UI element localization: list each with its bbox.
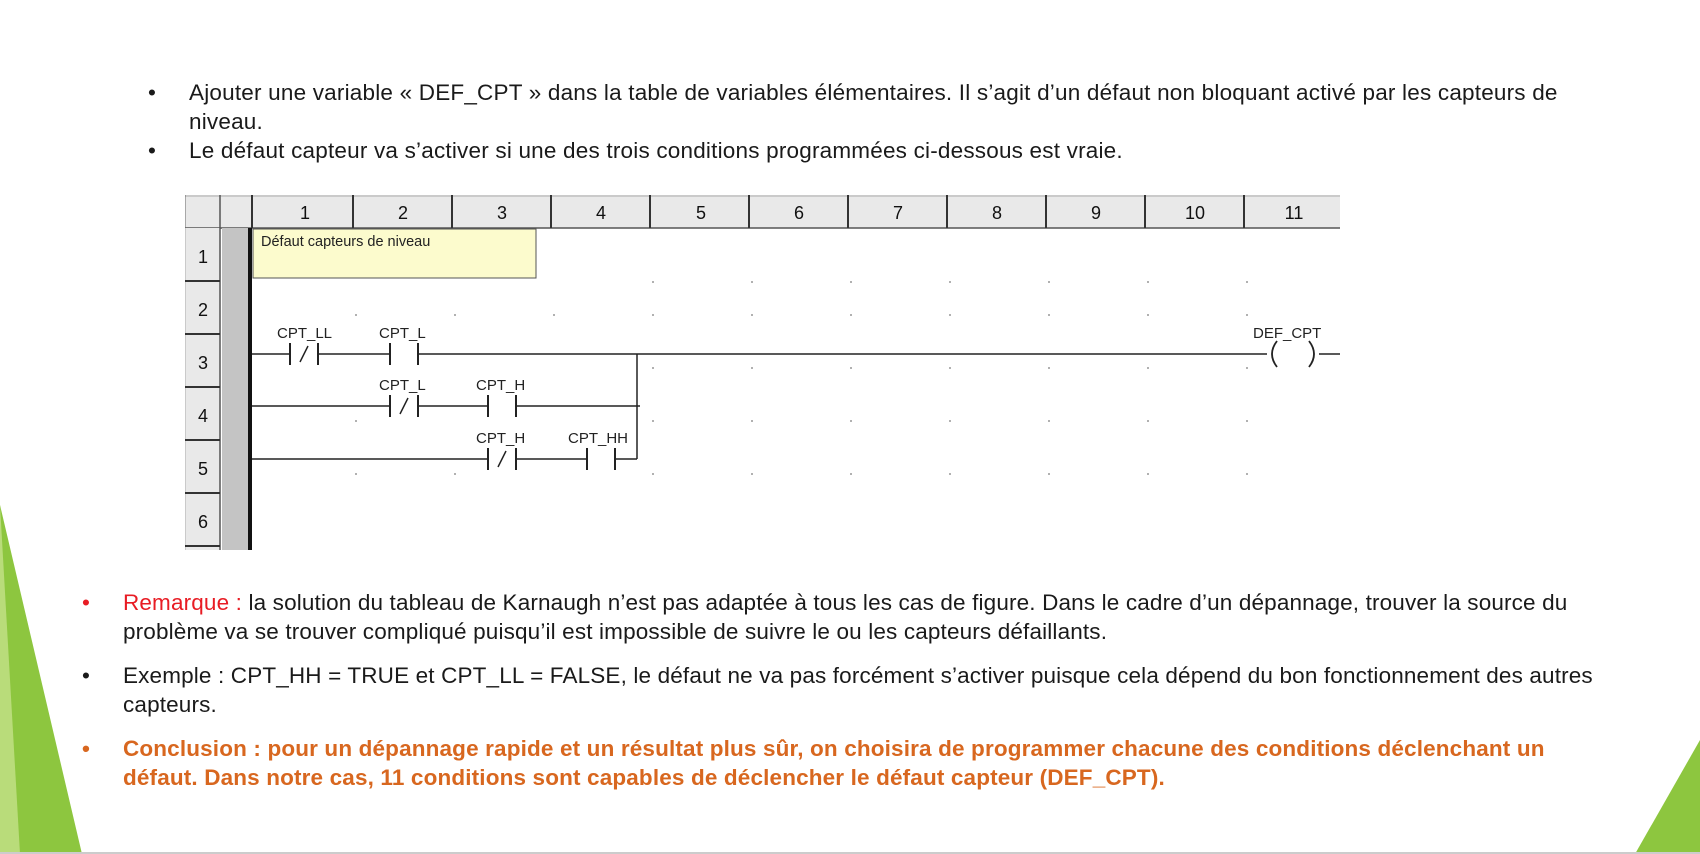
remark-label: Remarque : bbox=[123, 590, 243, 615]
contact-label: CPT_H bbox=[476, 377, 526, 394]
row-number: 5 bbox=[197, 459, 209, 479]
contact-label: CPT_L bbox=[379, 377, 426, 394]
example-text: Exemple : CPT_HH = TRUE et CPT_LL = FALSE, le défaut ne va pas forcément s’activer puisque cela dépend du bon fonctionnement des autres capteurs. bbox=[123, 663, 1593, 717]
row-number: 1 bbox=[197, 247, 209, 267]
column-header: 2 bbox=[397, 203, 409, 223]
column-header: 5 bbox=[695, 203, 707, 223]
bullet-text: Ajouter une variable « DEF_CPT » dans la table de variables élémentaires. Il s’agit d’un défaut non bloquant activé par les capteurs de niveau. bbox=[189, 80, 1558, 134]
remark-text: la solution du tableau de Karnaugh n’est pas adaptée à tous les cas de figure. Dans le cadre d’un dépannage, trouver la source du problème va se trouver compliqué puisqu’il est impossible de suivre le ou les capteurs défaillants. bbox=[123, 590, 1568, 644]
bullet-text: Le défaut capteur va s’activer si une des trois conditions programmées ci-dessous est vraie. bbox=[189, 138, 1123, 163]
bullet-conclusion bbox=[82, 734, 1622, 792]
row-number: 4 bbox=[197, 406, 209, 426]
bullet-dot: • bbox=[82, 663, 91, 688]
column-header: 4 bbox=[595, 203, 607, 223]
contact-cpt-h-nc bbox=[488, 448, 516, 470]
column-header: 10 bbox=[1184, 203, 1206, 223]
bullet-dot: • bbox=[148, 138, 157, 163]
ladder-row-gutter bbox=[185, 228, 220, 550]
bullet-sensor-fault bbox=[148, 136, 1568, 165]
left-power-rail-bg bbox=[222, 228, 252, 550]
column-header: 7 bbox=[892, 203, 904, 223]
coil-label: DEF_CPT bbox=[1253, 325, 1322, 342]
top-bullet-list bbox=[148, 78, 1568, 165]
row-number: 3 bbox=[197, 353, 209, 373]
right-green-triangle bbox=[1635, 740, 1700, 854]
column-header: 8 bbox=[991, 203, 1003, 223]
contact-label: CPT_LL bbox=[277, 325, 333, 342]
coil-def-cpt bbox=[1272, 341, 1314, 367]
contact-cpt-l-no bbox=[390, 343, 418, 365]
bottom-bullet-list bbox=[82, 588, 1622, 807]
bullet-dot: • bbox=[148, 80, 157, 105]
column-header: 6 bbox=[793, 203, 805, 223]
left-power-rail bbox=[248, 228, 252, 550]
bullet-dot: • bbox=[82, 590, 91, 615]
column-header: 9 bbox=[1090, 203, 1102, 223]
conclusion-text: Conclusion : pour un dépannage rapide et un résultat plus sûr, on choisira de programmer chacune des conditions déclenchant un défaut. Dans notre cas, 11 conditions sont capables de déclencher le défaut capteur (DEF_CPT). bbox=[123, 736, 1545, 790]
ladder-header-bar bbox=[185, 195, 1340, 228]
column-header: 1 bbox=[299, 203, 311, 223]
bullet-dot: • bbox=[82, 736, 91, 761]
contact-cpt-ll-nc bbox=[290, 343, 318, 365]
rung-wires bbox=[252, 354, 1340, 459]
contact-label: CPT_HH bbox=[568, 430, 629, 447]
column-header: 3 bbox=[496, 203, 508, 223]
bullet-example bbox=[82, 661, 1622, 719]
row-number: 2 bbox=[197, 300, 209, 320]
contact-label: CPT_L bbox=[379, 325, 426, 342]
ladder-diagram bbox=[185, 195, 1340, 555]
contact-cpt-hh-no bbox=[587, 448, 615, 470]
row-number: 6 bbox=[197, 512, 209, 532]
column-header: 11 bbox=[1284, 203, 1304, 223]
contact-cpt-l-nc bbox=[390, 395, 418, 417]
contact-label: CPT_H bbox=[476, 430, 526, 447]
contact-cpt-h-no bbox=[488, 395, 516, 417]
bullet-remark bbox=[82, 588, 1622, 646]
rung-comment: Défaut capteurs de niveau bbox=[261, 234, 431, 250]
bullet-add-variable bbox=[148, 78, 1568, 136]
